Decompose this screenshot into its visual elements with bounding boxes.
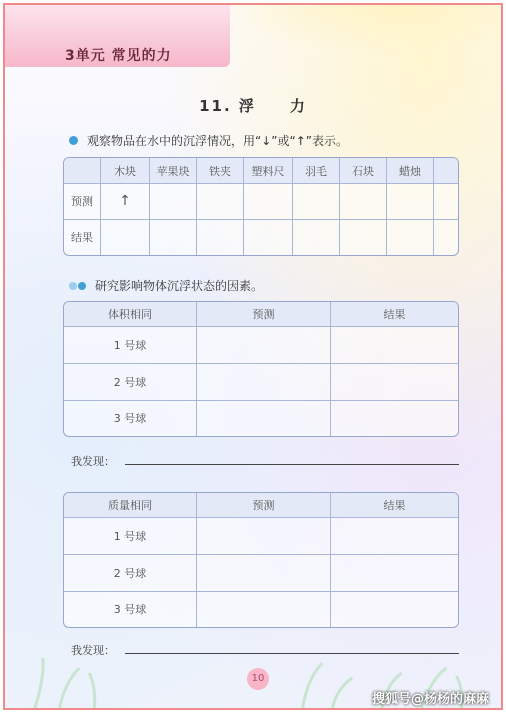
- table-row: [64, 184, 458, 220]
- column-header: [434, 158, 458, 184]
- table-row: [64, 555, 458, 592]
- finding-label: 我发现：: [71, 455, 115, 468]
- table-row: [64, 364, 458, 401]
- section2-heading: [69, 277, 263, 294]
- row-label: 1 号球: [64, 327, 197, 364]
- double-bullet-icon: [69, 282, 87, 290]
- table-cell[interactable]: [331, 401, 458, 436]
- table-cell[interactable]: [331, 555, 458, 592]
- column-header: 结果: [331, 493, 458, 518]
- table-cell[interactable]: [197, 327, 331, 364]
- column-header: 质量相同: [64, 493, 197, 518]
- column-header: 结果: [331, 302, 458, 327]
- table-cell[interactable]: [293, 184, 340, 220]
- unit-banner: [5, 5, 230, 67]
- column-header: 塑料尺: [244, 158, 293, 184]
- table-cell[interactable]: [331, 592, 458, 627]
- table-cell[interactable]: [387, 184, 434, 220]
- column-header: 体积相同: [64, 302, 197, 327]
- table-cell[interactable]: [197, 518, 331, 555]
- table-cell[interactable]: [244, 184, 293, 220]
- section1-instruction: 观察物品在水中的沉浮情况，用“↓”或“↑”表示。: [87, 134, 348, 148]
- sky-decoration: [226, 5, 501, 55]
- section2-instruction: 研究影响物体沉浮状态的因素。: [95, 279, 264, 293]
- table-cell[interactable]: [387, 220, 434, 256]
- row-label: 结果: [64, 220, 101, 256]
- table-cell[interactable]: [150, 184, 197, 220]
- table-row: [64, 327, 458, 364]
- column-header: 蜡烛: [387, 158, 434, 184]
- row-label: 1 号球: [64, 518, 197, 555]
- column-header: [64, 158, 101, 184]
- finding-label: 我发现：: [71, 644, 115, 657]
- mass-table: [63, 492, 459, 628]
- table-cell[interactable]: [434, 220, 458, 256]
- column-header: 羽毛: [293, 158, 340, 184]
- table-row: [64, 592, 458, 627]
- watermark: 搜狐号@杨杨的麻麻: [371, 692, 489, 707]
- column-header: 预测: [197, 493, 331, 518]
- row-label: 2 号球: [64, 364, 197, 401]
- table-cell[interactable]: [331, 327, 458, 364]
- table-row: [64, 401, 458, 436]
- column-header: 木块: [101, 158, 150, 184]
- float-sink-table: [63, 157, 459, 256]
- column-header: 苹果块: [150, 158, 197, 184]
- column-header: 石块: [340, 158, 387, 184]
- table-cell[interactable]: [340, 184, 387, 220]
- table-cell[interactable]: ↑: [101, 184, 150, 220]
- column-header: 预测: [197, 302, 331, 327]
- table-cell[interactable]: [244, 220, 293, 256]
- finding-answer-line[interactable]: [125, 464, 459, 465]
- page-number: 10: [247, 668, 269, 690]
- row-label: 预测: [64, 184, 101, 220]
- table-cell[interactable]: [150, 220, 197, 256]
- section1-heading: [69, 132, 348, 149]
- table-cell[interactable]: [197, 592, 331, 627]
- table-cell[interactable]: [331, 518, 458, 555]
- workbook-page: [3, 3, 503, 710]
- table-cell[interactable]: [293, 220, 340, 256]
- bullet-icon: [69, 136, 78, 145]
- table-cell[interactable]: [197, 401, 331, 436]
- table-cell[interactable]: [101, 220, 150, 256]
- table-cell[interactable]: [331, 364, 458, 401]
- volume-table: [63, 301, 459, 437]
- row-label: 3 号球: [64, 401, 197, 436]
- table-row: [64, 518, 458, 555]
- table-cell[interactable]: [340, 220, 387, 256]
- lesson-title: 11. 浮 力: [199, 97, 307, 115]
- table-cell[interactable]: [197, 364, 331, 401]
- table-row: [64, 220, 458, 256]
- table-cell[interactable]: [197, 555, 331, 592]
- row-label: 3 号球: [64, 592, 197, 627]
- unit-title: 3单元 常见的力: [65, 48, 172, 64]
- table-cell[interactable]: [197, 184, 244, 220]
- row-label: 2 号球: [64, 555, 197, 592]
- table-cell[interactable]: [434, 184, 458, 220]
- column-header: 铁夹: [197, 158, 244, 184]
- table-cell[interactable]: [197, 220, 244, 256]
